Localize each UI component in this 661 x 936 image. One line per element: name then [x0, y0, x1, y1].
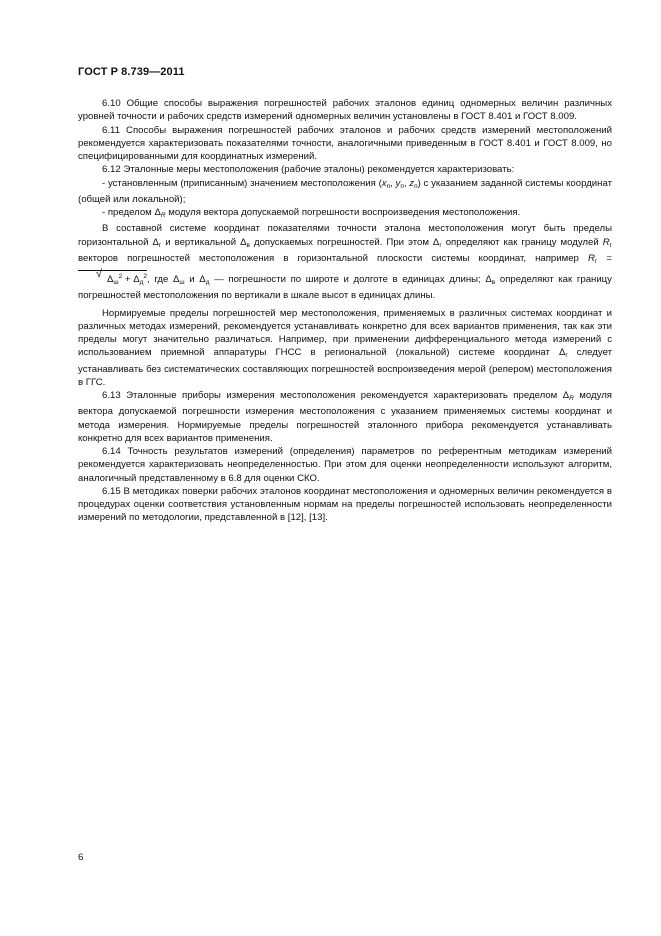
- document-body: [78, 97, 612, 525]
- document-header: ГОСТ Р 8.739—2011: [78, 66, 185, 78]
- page-number: 6: [78, 852, 84, 863]
- sqrt-formula: √ $\Delta_ш^2 + \Delta_д^2$: [78, 270, 147, 288]
- paragraph-normative-limits: Нормируемые пределы погрешностей мер местоположения, применяемых в различных системах координат и различных методах измерений, рекомендуется устанавливать конкретно для всех вариантов применения, так как эти пределы могут значительно различаться. Например, при применении дифференциального метода измерений с использованием приемной аппаратуры ГНСС в региональной (локальной) системе координат $\Delta_г$ следует устанавливать без систематических составляющих погрешностей воспроизведения мерой (репером) местоположения в ГГС.: [78, 307, 612, 388]
- paragraph-6-13: 6.13 Эталонные приборы измерения местоположения рекомендуется характеризовать пределом $\Delta_R$ модуля вектора допускаемой погрешности измерения местоположения с указанием применяемых системы координат и метода измерения. Нормируемые пределы погрешностей эталонного прибора рекомендуется устанавливать конкретно для всех вариантов применения.: [78, 390, 612, 444]
- paragraph-6-15: 6.15 В методиках поверки рабочих эталонов координат местоположения и одномерных величин рекомендуется в процедурах оценки соответствия установленным нормам на пределы погрешностей использовать неопределенности измерений по методологии, представленной в [12], [13].: [78, 485, 612, 524]
- paragraph-6-12-item-b: - пределом $\Delta_R$ модуля вектора допускаемой погрешности воспроизведения местоположения.: [102, 207, 521, 219]
- paragraph-6-12: 6.12 Эталонные меры местоположения (рабочие эталоны) рекомендуется характеризовать:: [102, 164, 515, 176]
- paragraph-6-12-item-a: - установленным (приписанным) значением местоположения ($x_п$, $y_п$, $z_п$) с указанием заданной системы координат (общей или локальной);: [78, 177, 612, 205]
- paragraph-composite-system: В составной системе координат показателями точности эталона местоположения могут быть пределы горизонтальной $\Delta_г$ и вертикальной $\Delta_в$ допускаемых погрешностей. При этом $\Delta_г$ определяют как границу модулей $R_г$ векторов погрешностей местоположения в горизонтальной плоскости системы координат, например $R_г$ = √ $\Delta_ш^2 + \Delta_д^2$, где $\Delta_ш$ и $\Delta_д$ — погрешности по широте и долготе в единицах длины; $\Delta_в$ определяют как границу погрешностей местоположения по вертикали в шкале высот в единицах длины.: [78, 222, 612, 302]
- paragraph-6-14: 6.14 Точность результатов измерений (определения) параметров по референтным методикам измерений рекомендуется характеризовать неопределенностью. При этом для оценки неопределенности используют алгоритм, аналогичный представленному в 6.8 для оценки СКО.: [78, 446, 612, 484]
- paragraph-6-10: 6.10 Общие способы выражения погрешностей рабочих эталонов единиц одномерных величин различных уровней точности и рабочих средств измерений одномерных величин установлены в ГОСТ 8.401 и ГОСТ 8.009.: [78, 98, 612, 123]
- paragraph-6-11: 6.11 Способы выражения погрешностей рабочих эталонов и рабочих средств измерений местоположений рекомендуется характеризовать показателями точности, аналогичными приведенным в ГОСТ 8.401 и ГОСТ 8.009, но специфицированными для координатных измерений.: [78, 124, 612, 162]
